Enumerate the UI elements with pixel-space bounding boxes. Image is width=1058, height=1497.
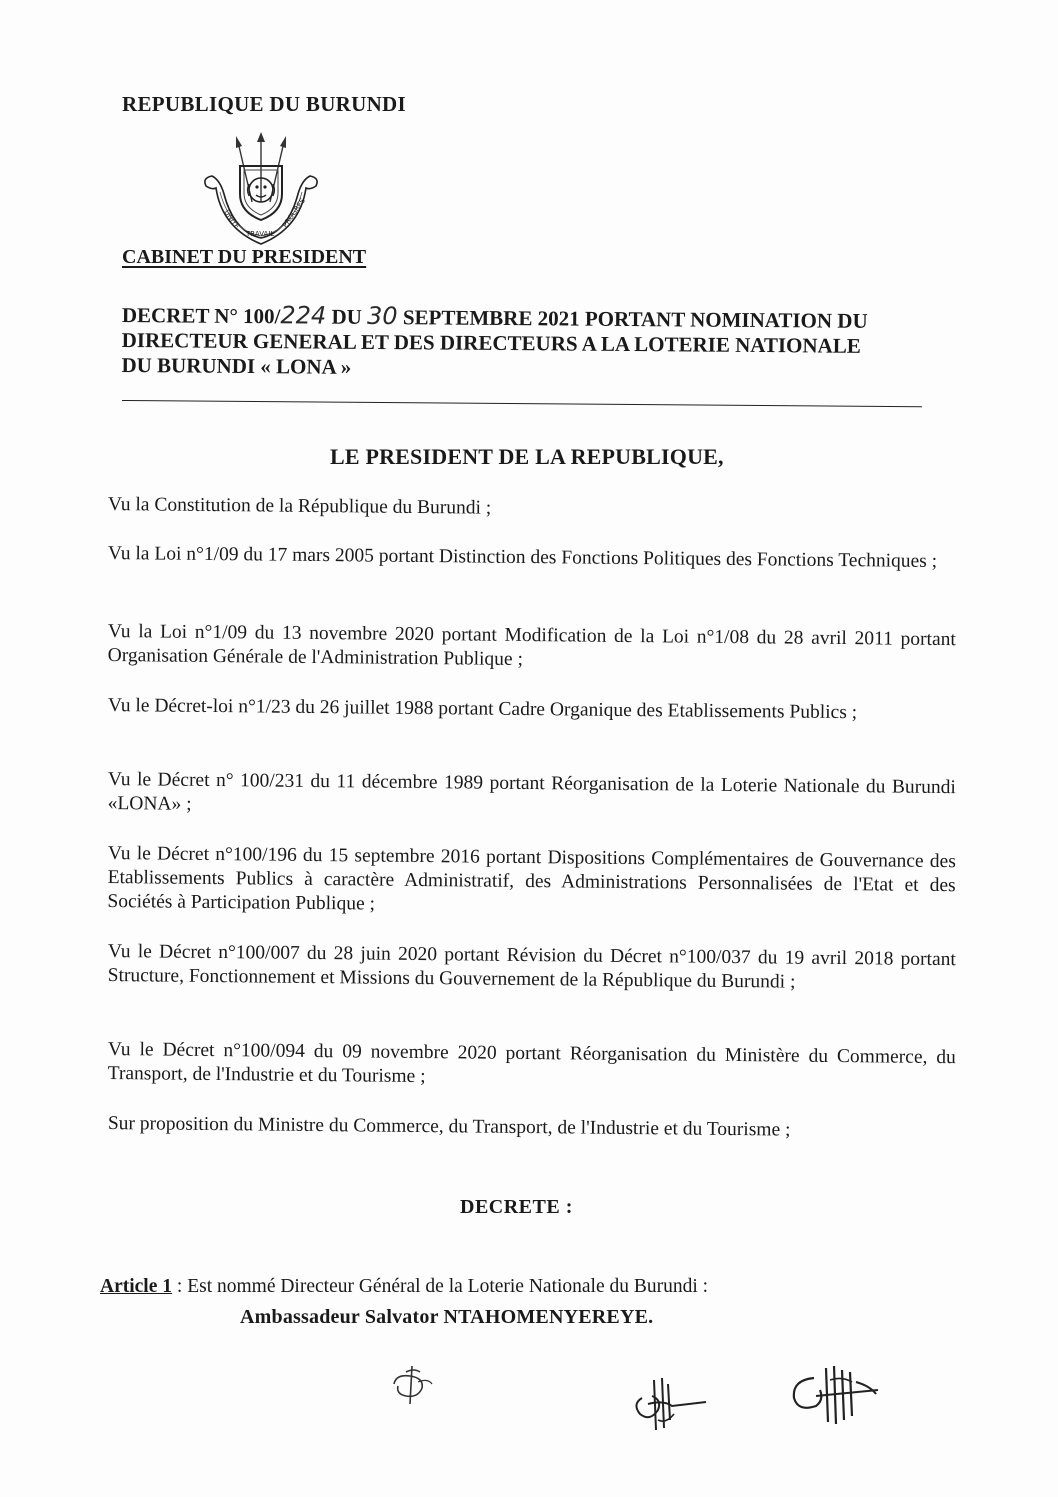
consideration-item: Vu le Décret n°100/094 du 09 novembre 2020 portant Réorganisation du Ministère du Commerce, du Transport, de l'Industrie et du Tourisme ; [107, 1039, 956, 1088]
article-1-separator: : [172, 1276, 188, 1297]
article-1-label: Article 1 [100, 1276, 173, 1297]
decree-number-prefix: DECRET N° 100/ [121, 302, 281, 329]
svg-text:TRAVAIL: TRAVAIL [246, 230, 275, 238]
consideration-item: Vu la Loi n°1/09 du 17 mars 2005 portant Distinction des Fonctions Politiques des Fonctions Techniques ; [107, 542, 938, 572]
decree-title-line1: SEPTEMBRE 2021 PORTANT NOMINATION DU [397, 305, 868, 333]
decree-title [121, 302, 972, 385]
president-heading: LE PRESIDENT DE LA REPUBLIQUE, [330, 444, 724, 469]
svg-text:PROGRES: PROGRES [281, 196, 307, 230]
consideration-item: Vu la Loi n°1/09 du 13 novembre 2020 portant Modification de la Loi n°1/08 du 28 avril 2011 portant Organisation Générale de l'Administration Publique ; [107, 620, 956, 670]
handwritten-decree-number: 224 [280, 301, 327, 330]
initials-signature-1 [388, 1362, 436, 1408]
decree-title-line2: DIRECTEUR GENERAL ET DES DIRECTEURS A LA LOTERIE NATIONALE [121, 327, 861, 358]
consideration-item: Vu le Décret-loi n°1/23 du 26 juillet 1988 portant Cadre Organique des Etablissements Publics ; [107, 694, 858, 724]
decree-du: DU [326, 304, 368, 329]
cabinet-title: CABINET DU PRESIDENT [122, 246, 367, 268]
burundi-coat-of-arms-icon [200, 132, 322, 250]
country-name: REPUBLIQUE DU BURUNDI [122, 92, 406, 116]
initials-signature-2 [628, 1370, 712, 1436]
handwritten-decree-day: 30 [366, 301, 398, 331]
svg-text:UNITE: UNITE [222, 208, 242, 231]
initials-signature-3 [786, 1360, 886, 1430]
consideration-item: Sur proposition du Ministre du Commerce, du Transport, de l'Industrie et du Tourisme ; [107, 1113, 791, 1141]
article-1-nominee: Ambassadeur Salvator NTAHOMENYEREYE. [240, 1306, 654, 1328]
consideration-item: Vu le Décret n°100/196 du 15 septembre 2016 portant Dispositions Complémentaires de Gouvernance des Etablissements Publics à caractère Administratif, des Administrations Personnalisées de l'Etat et des Sociétés à Participation Publique ; [107, 842, 956, 915]
article-1 [100, 1276, 708, 1298]
decrete-heading: DECRETE : [460, 1196, 573, 1218]
decree-title-line3: DU BURUNDI « LONA » [121, 352, 352, 379]
consideration-item: Vu le Décret n° 100/231 du 11 décembre 1989 portant Réorganisation de la Loterie Nationale du Burundi «LONA» ; [107, 768, 956, 815]
article-1-text: Est nommé Directeur Général de la Loterie Nationale du Burundi : [187, 1276, 709, 1297]
title-divider [122, 400, 922, 407]
consideration-item: Vu la Constitution de la République du Burundi ; [107, 493, 492, 519]
consideration-item: Vu le Décret n°100/007 du 28 juin 2020 portant Révision du Décret n°100/037 du 19 avril 2018 portant Structure, Fonctionnement et Missions du Gouvernement de la République du Burundi ; [107, 940, 956, 993]
